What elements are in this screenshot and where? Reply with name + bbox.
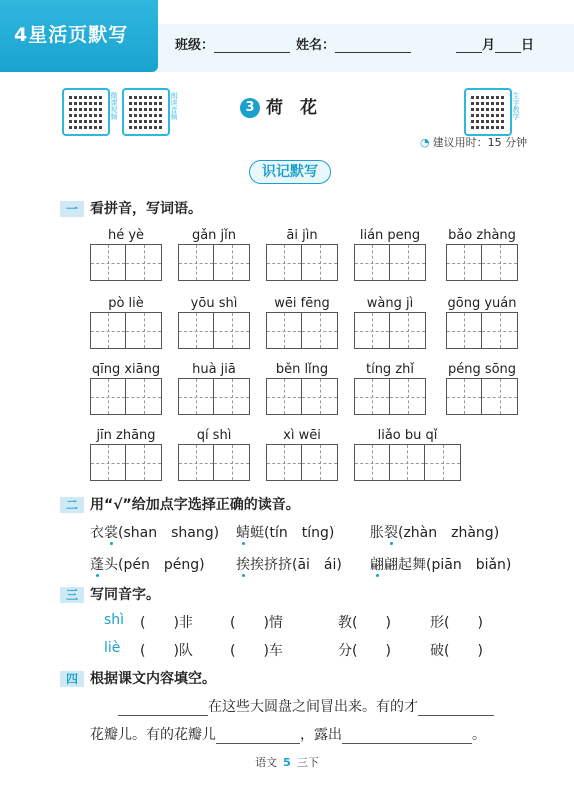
grid-cell[interactable] — [355, 445, 390, 480]
pinyin-label: tíng zhǐ — [365, 362, 414, 377]
homophone-item: ( )队 — [140, 643, 193, 659]
pinyin-label: qīng xiāng — [91, 362, 161, 377]
homophone-pinyin-1: shì — [104, 612, 125, 628]
grid-cell[interactable] — [447, 245, 482, 280]
homophone-item: 分( ) — [338, 643, 391, 659]
section-1-heading: 一 看拼音，写词语。 — [60, 198, 202, 218]
reading-item-4: 蓬头(pén péng) — [90, 557, 205, 573]
fill-blank[interactable] — [418, 701, 494, 716]
lesson-number: 3 — [240, 98, 260, 118]
month-blank[interactable] — [456, 38, 482, 53]
pinyin-label: xì wēi — [283, 428, 321, 443]
qr-code-right[interactable]: 生字教学 — [464, 88, 512, 136]
pinyin-label: běn lǐng — [275, 362, 329, 377]
suggested-time: ◔ 建议用时：15 分钟 — [420, 136, 528, 149]
grid-cell[interactable] — [482, 379, 517, 414]
writing-grid[interactable] — [178, 444, 250, 481]
grid-cell[interactable] — [302, 379, 337, 414]
fill-line-2: 花瓣儿。有的花瓣儿 ，露出 。 — [90, 727, 486, 743]
writing-grid[interactable] — [354, 312, 426, 349]
date-field: 月 日 — [456, 34, 534, 53]
grid-cell[interactable] — [447, 313, 482, 348]
fill-blank[interactable] — [216, 729, 300, 744]
homophone-item: ( )车 — [230, 643, 283, 659]
grid-cell[interactable] — [91, 313, 126, 348]
brand-title: 4星活页默写 — [14, 24, 129, 46]
lesson-title: 3 荷 花 — [240, 93, 317, 118]
grid-cell[interactable] — [390, 379, 425, 414]
grid-cell[interactable] — [390, 245, 425, 280]
pinyin-label: lián peng — [359, 228, 421, 243]
grid-cell[interactable] — [126, 245, 161, 280]
pinyin-label: wēi fēng — [274, 296, 330, 311]
grid-cell[interactable] — [425, 445, 460, 480]
pinyin-label: yōu shì — [190, 296, 238, 311]
grid-cell[interactable] — [214, 245, 249, 280]
writing-grid[interactable] — [90, 312, 162, 349]
writing-grid[interactable] — [266, 244, 338, 281]
grid-cell[interactable] — [267, 245, 302, 280]
grid-cell[interactable] — [91, 445, 126, 480]
writing-grid[interactable] — [354, 444, 461, 481]
reading-item-6: 翩翩起舞(piān biǎn) — [370, 557, 512, 573]
writing-grid[interactable] — [266, 312, 338, 349]
class-field: 班级： — [175, 34, 290, 53]
grid-cell[interactable] — [267, 445, 302, 480]
page-number: 5 — [283, 756, 291, 769]
reading-item-1: 衣裳(shan shang) — [90, 525, 220, 541]
grid-cell[interactable] — [447, 379, 482, 414]
fill-blank[interactable] — [118, 701, 208, 716]
writing-grid[interactable] — [354, 244, 426, 281]
grid-cell[interactable] — [267, 313, 302, 348]
grid-cell[interactable] — [179, 445, 214, 480]
grid-cell[interactable] — [214, 313, 249, 348]
grid-cell[interactable] — [302, 245, 337, 280]
brand-tab — [0, 0, 158, 72]
homophone-item: 形( ) — [430, 615, 483, 631]
writing-grid[interactable] — [446, 244, 518, 281]
grid-cell[interactable] — [390, 313, 425, 348]
page-header — [0, 0, 574, 72]
homophone-item: 教( ) — [338, 615, 391, 631]
section-3-heading: 三 写同音字。 — [60, 584, 160, 604]
writing-grid[interactable] — [446, 312, 518, 349]
grid-cell[interactable] — [355, 379, 390, 414]
writing-grid[interactable] — [178, 312, 250, 349]
pinyin-label: bǎo zhàng — [448, 228, 516, 243]
homophone-item: ( )非 — [140, 615, 193, 631]
writing-grid[interactable] — [90, 378, 162, 415]
pinyin-label: liǎo bu qǐ — [377, 428, 438, 443]
writing-grid[interactable] — [266, 378, 338, 415]
clock-icon: ◔ — [420, 136, 430, 149]
name-blank[interactable] — [335, 38, 411, 53]
pinyin-label: pò liè — [108, 296, 144, 311]
writing-grid[interactable] — [178, 378, 250, 415]
homophone-item: ( )情 — [230, 615, 283, 631]
writing-grid[interactable] — [266, 444, 338, 481]
grid-cell[interactable] — [126, 445, 161, 480]
grid-cell[interactable] — [267, 379, 302, 414]
qr-code-left-2[interactable]: 朗读音频 — [122, 88, 170, 136]
writing-grid[interactable] — [354, 378, 426, 415]
pinyin-label: gōng yuán — [447, 296, 517, 311]
homophone-pinyin-2: liè — [104, 640, 121, 656]
grid-cell[interactable] — [214, 379, 249, 414]
reading-item-2: 蜻蜓(tín tíng) — [236, 525, 335, 541]
pinyin-label: huà jiā — [192, 362, 236, 377]
writing-grid[interactable] — [90, 244, 162, 281]
class-blank[interactable] — [214, 38, 290, 53]
pinyin-label: gǎn jǐn — [191, 228, 237, 243]
grid-cell[interactable] — [126, 379, 161, 414]
grid-cell[interactable] — [302, 313, 337, 348]
grid-cell[interactable] — [482, 245, 517, 280]
reading-item-3: 胀裂(zhàn zhàng) — [370, 525, 500, 541]
homophone-item: 破( ) — [430, 643, 483, 659]
fill-blank[interactable] — [342, 729, 472, 744]
grid-cell[interactable] — [179, 379, 214, 414]
writing-grid[interactable] — [446, 378, 518, 415]
grid-cell[interactable] — [355, 245, 390, 280]
section-pill: 识记默写 — [249, 160, 331, 184]
grid-cell[interactable] — [91, 379, 126, 414]
qr-code-left-1[interactable]: 微课视频 — [62, 88, 110, 136]
pinyin-label: qí shì — [196, 428, 232, 443]
pinyin-label: āi jìn — [286, 228, 318, 243]
section-4-heading: 四 根据课文内容填空。 — [60, 668, 216, 688]
pinyin-label: jīn zhāng — [96, 428, 156, 443]
fill-line-1: 在这些大圆盘之间冒出来。有的才 — [118, 696, 494, 716]
grid-cell[interactable] — [482, 313, 517, 348]
grid-cell[interactable] — [179, 313, 214, 348]
grid-cell[interactable] — [126, 313, 161, 348]
day-blank[interactable] — [495, 38, 521, 53]
section-2-heading: 二 用“√”给加点字选择正确的读音。 — [60, 494, 300, 514]
name-field: 姓名： — [296, 34, 411, 53]
pinyin-label: wàng jì — [366, 296, 414, 311]
grid-cell[interactable] — [390, 445, 425, 480]
grid-cell[interactable] — [302, 445, 337, 480]
writing-grid[interactable] — [178, 244, 250, 281]
grid-cell[interactable] — [179, 245, 214, 280]
page-footer: 语文 5 三下 — [255, 756, 319, 769]
grid-cell[interactable] — [91, 245, 126, 280]
pinyin-label: hé yè — [107, 228, 145, 243]
writing-grid[interactable] — [90, 444, 162, 481]
reading-item-5: 挨挨挤挤(āi ái) — [236, 557, 342, 573]
pinyin-label: péng sōng — [447, 362, 517, 377]
grid-cell[interactable] — [355, 313, 390, 348]
grid-cell[interactable] — [214, 445, 249, 480]
